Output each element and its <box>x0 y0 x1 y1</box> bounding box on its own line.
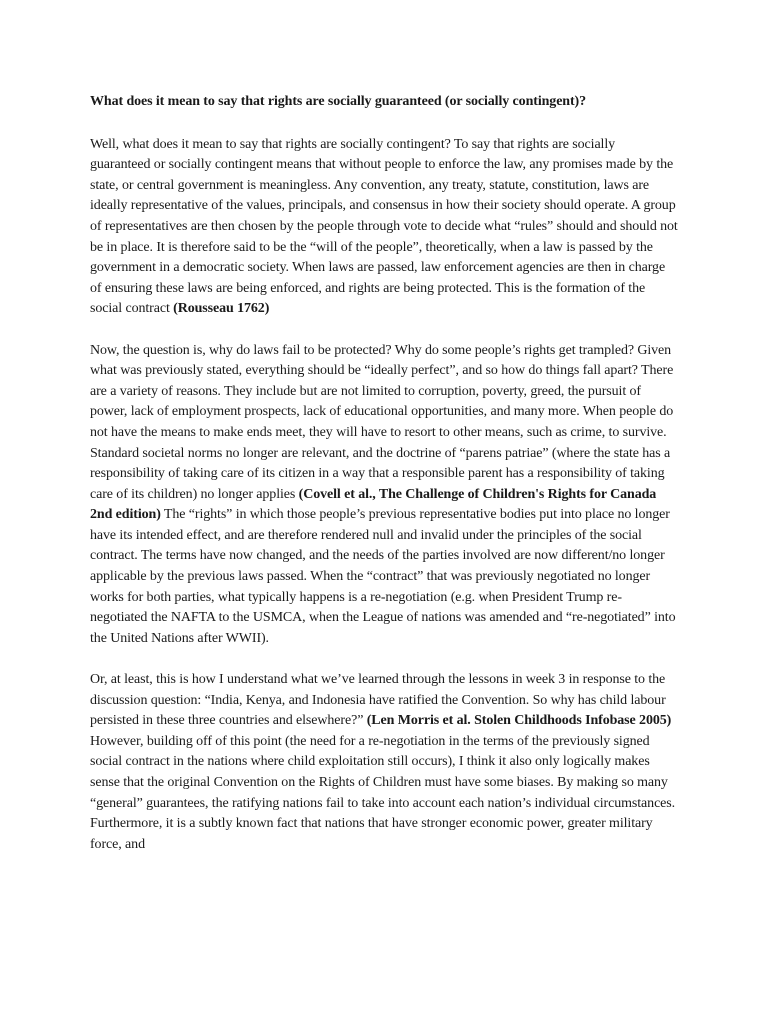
document-body <box>90 92 678 876</box>
document-heading: What does it mean to say that rights are socially guaranteed (or socially contingent)? <box>90 94 587 109</box>
citation-rousseau: (Rousseau 1762) <box>173 301 270 317</box>
paragraph-3 <box>90 670 678 855</box>
paragraph-2-text-a: Now, the question is, why do laws fail to be protected? Why do some people’s rights get trampled? Given what was previously stated, everything should be “ideally perfect”, and so how do things fall apart? There are a variety of reasons. They include but are not limited to corruption, poverty, greed, the pursuit of power, lack of employment prospects, lack of educational opportunities, and many more. When people do not have the means to make ends meet, they will have to resort to other means, such as crime, to survive. Standard societal norms no longer are relevant, and the doctrine of “parens patriae” (where the state has a responsibility of taking care of its citizen in a way that a responsible parent has a responsibility of taking care of its children) no longer applies <box>90 342 674 502</box>
paragraph-1-text: Well, what does it mean to say that rights are socially contingent? To say that rights are socially guaranteed or socially contingent means that without people to enforce the law, any promises made by the state, or central government is meaningless. Any convention, any treaty, statute, constitution, laws are ideally representative of the values, principals, and consensus in how their society should operate. A group of representatives are then chosen by the people through vote to decide what “rules” should and should not be in place. It is therefore said to be the “will of the people”, theoretically, when a law is passed by the government in a democratic society. When laws are passed, law enforcement agencies are then in charge of ensuring these laws are being enforced, and rights are being protected. This is the formation of the social contract <box>90 136 678 317</box>
paragraph-2 <box>90 341 678 650</box>
paragraph-3-text-b: However, building off of this point (the need for a re-negotiation in the terms of the previously signed social contract in the nations where child exploitation still occurs), I think it also only logically makes sense that the original Convention on the Rights of Children must have some biases. By making so many “general” guarantees, the ratifying nations fail to take into account each nation’s individual circumstances. Furthermore, it is a subtly known fact that nations that have stronger economic power, greater military force, and <box>90 733 676 852</box>
paragraph-3-text-a: Or, at least, this is how I understand what we’ve learned through the lessons in week 3 in response to the discussion question: “India, Kenya, and Indonesia have ratified the Convention. So why has child labour persisted in these three countries and elsewhere?” <box>90 672 666 729</box>
paragraph-1 <box>90 135 678 320</box>
citation-morris: (Len Morris et al. Stolen Childhoods Infobase 2005) <box>366 713 672 729</box>
citation-covell: (Covell et al., The Challenge of Children's Rights for Canada 2nd edition) <box>90 486 657 523</box>
paragraph-2-text-b: The “rights” in which those people’s previous representative bodies put into place no longer have its intended effect, and are therefore rendered null and invalid under the principles of the social contract. The terms have now changed, and the needs of the parties involved are now different/no longer applicable by the previous laws passed. When the “contract” that was previously negotiated no longer works for both parties, what typically happens is a re-negotiation (e.g. when President Trump re-negotiated the NAFTA to the USMCA, when the League of nations was amended and “re-negotiated” into the United Nations after WWII). <box>90 507 676 646</box>
